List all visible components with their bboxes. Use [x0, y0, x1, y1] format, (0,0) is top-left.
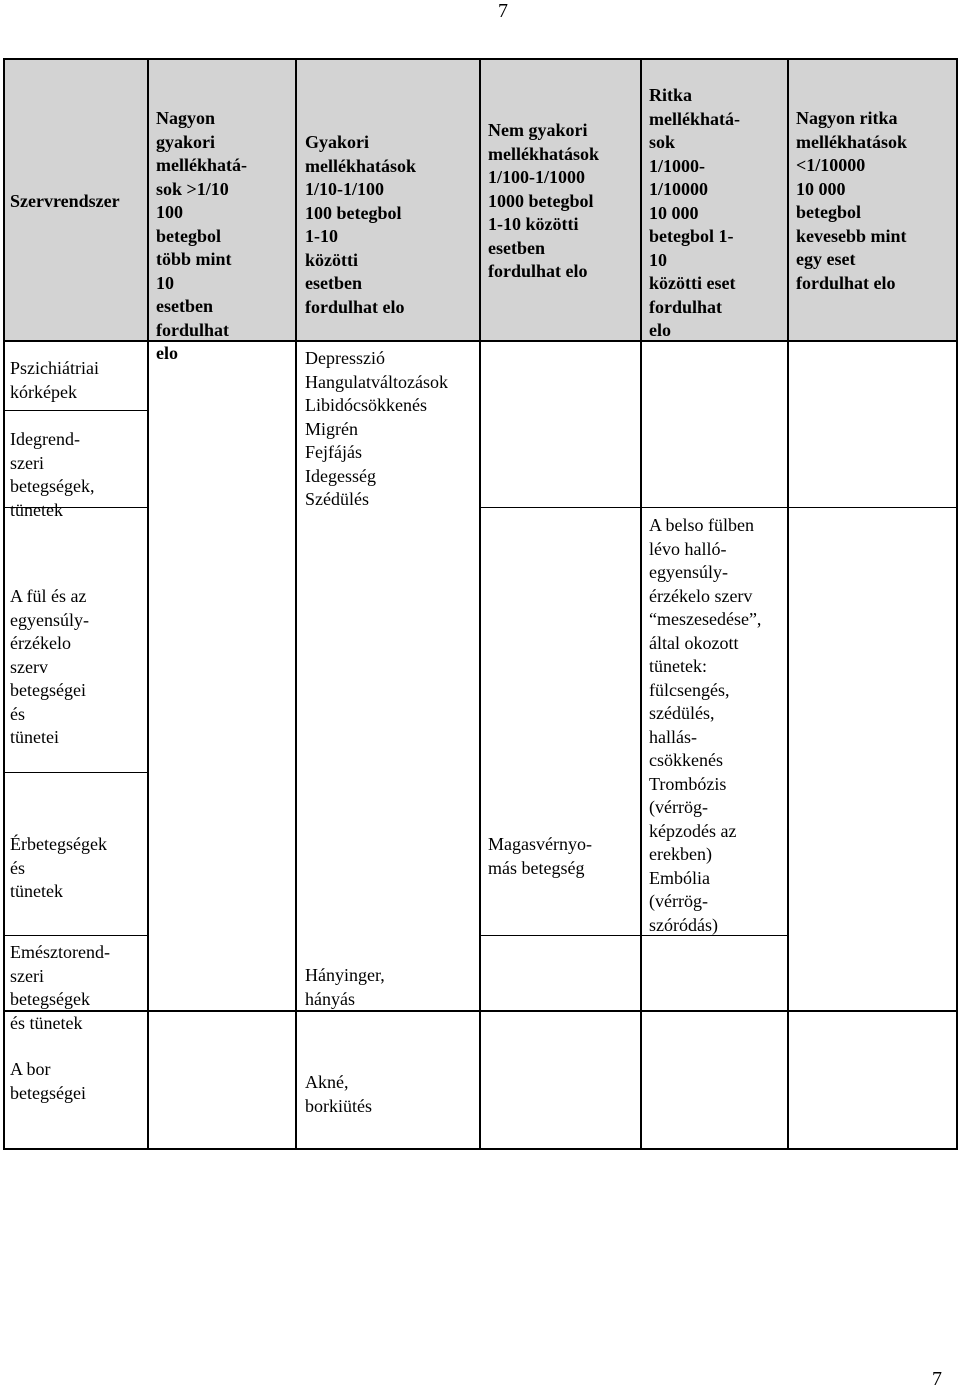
header-common: Gyakori mellékhatások 1/10-1/100 100 betegbol 1-10 közötti esetben fordulhat elo [305, 132, 417, 317]
col-rule-0 [3, 58, 5, 1150]
header-rare: Ritka mellékhatá- sok 1/1000-1/10000 10 000 betegbol 1-10 közötti eset fordulhat elo [649, 85, 740, 340]
page-number-top: 7 [498, 0, 508, 22]
uncommon-vascular-effects: Magasvérnyo- más betegség [488, 834, 592, 878]
common-skin-effects: Akné, borkiütés [305, 1072, 372, 1116]
col-rule-1 [147, 58, 149, 1150]
col-rule-5 [787, 58, 789, 1150]
row-rule-vascular [3, 772, 147, 773]
organ-ear: A fül és az egyensúly- érzékelo szerv betegségei és tünetei [10, 586, 89, 747]
header-uncommon: Nem gyakori mellékhatások 1/100-1/1000 1000 betegbol 1-10 közötti esetben fordulhat elo [488, 120, 600, 281]
col-rule-6 [956, 58, 958, 1150]
page-number-bottom: 7 [932, 1368, 942, 1390]
col-rule-3 [479, 58, 481, 1150]
row-rule-nervous [3, 410, 147, 411]
organ-psychiatric: Pszichiátriai kórképek [10, 358, 99, 402]
common-psych-nervous-effects: Depresszió Hangulatváltozások Libidócsökkenés Migrén Fejfájás Idegesség Szédülés [305, 348, 448, 509]
col-rule-4 [640, 58, 642, 1150]
row-rule-ear-rare [480, 507, 958, 508]
header-organ-system: Szervrendszer [10, 191, 120, 211]
header-very-rare: Nagyon ritka mellékhatások <1/10000 10 000 betegbol kevesebb mint egy eset fordulhat elo [796, 108, 908, 293]
row-rule-gi [3, 935, 147, 936]
col-rule-2 [295, 58, 297, 1150]
header-very-common: Nagyon gyakori mellékhatá- sok >1/10 100 betegbol több mint 10 esetben fordulhat elo [156, 108, 247, 363]
organ-vascular: Érbetegségek és tünetek [10, 834, 107, 901]
organ-nervous-system: Idegrend-szeri betegségek, tünetek [10, 429, 95, 520]
organ-gastrointestinal: Emésztorend- szeri betegségek és tünetek [10, 942, 110, 1033]
rare-ear-vascular-effects: A belso fülben lévo halló- egyensúly- érzékelo szerv “meszesedése”, által okozott tünetek: fülcsengés, szédülés, hallás- csökkenés Trombózis (vérrög- képzodés az erekben) Embólia (vérrög- szóródás) [649, 515, 762, 935]
common-gi-effects: Hányinger, hányás [305, 965, 385, 1009]
organ-skin: A bor betegségei [10, 1059, 86, 1103]
